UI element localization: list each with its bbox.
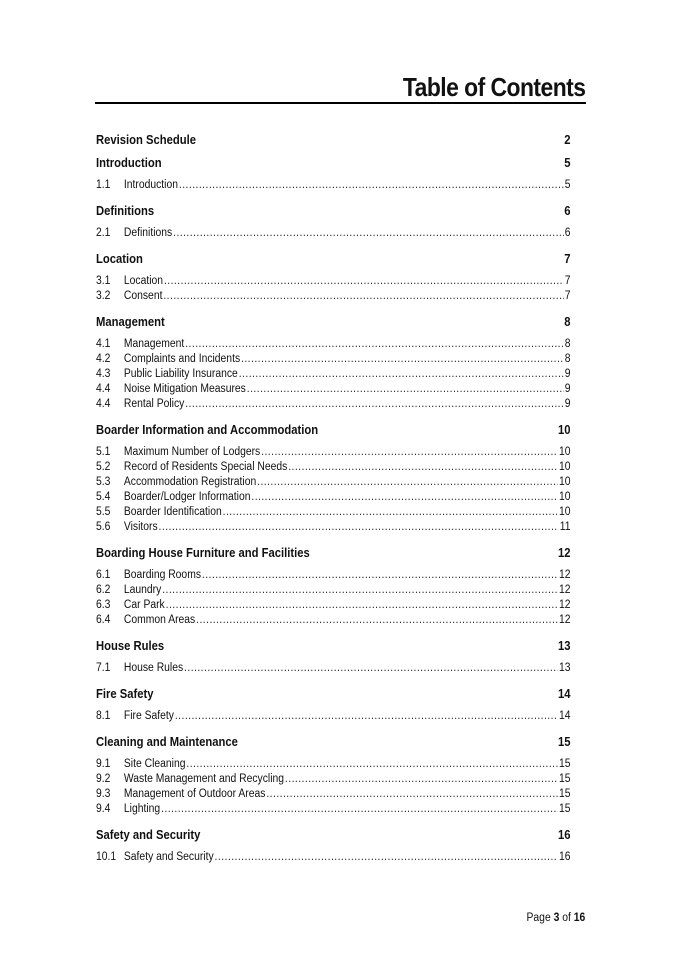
entry-page-number: 15 [559,803,571,815]
toc-section-heading[interactable] [96,156,571,178]
toc-section [96,315,571,423]
toc-entry-list [96,274,571,315]
entry-label: Introduction [123,179,178,191]
toc-entry-list [96,226,571,252]
entry-label: Record of Residents Special Needs [123,461,288,473]
dot-leader [185,398,564,410]
toc-entry[interactable] [96,353,571,368]
entry-label: Management of Outdoor Areas [123,788,266,800]
entry-page-number: 10 [559,506,571,518]
toc-entry[interactable] [96,614,571,629]
entry-label: Boarder Identification [123,506,222,518]
entry-label: Lighting [123,803,161,815]
entry-number: 3.1 [96,275,111,287]
toc-entry[interactable] [96,491,571,506]
entry-number: 5.4 [96,491,111,503]
entry-number: 6.3 [96,599,111,611]
toc-section-heading[interactable] [96,315,571,337]
entry-number: 9.2 [96,773,111,785]
section-title: Revision Schedule [96,133,197,147]
dot-leader [164,275,564,287]
entry-page-number: 10 [559,446,571,458]
toc-entry[interactable] [96,758,571,773]
entry-page-number: 12 [559,569,571,581]
toc-section [96,156,571,204]
footer-total-pages: 16 [573,912,585,924]
title-divider [95,102,586,104]
dot-leader [202,569,558,581]
entry-label: Public Liability Insurance [123,368,238,380]
toc-section-heading[interactable] [96,252,571,274]
entry-number: 6.4 [96,614,111,626]
toc-entry-list [96,445,571,546]
entry-page-number: 5 [564,179,571,191]
section-page-number: 16 [558,828,571,842]
entry-page-number: 16 [559,851,571,863]
footer-current-page: 3 [553,912,560,924]
entry-label: Visitors [123,521,158,533]
section-title: Management [96,315,165,329]
entry-page-number: 13 [559,662,571,674]
entry-page-number: 9 [564,383,571,395]
entry-number: 5.1 [96,446,111,458]
entry-label: Complaints and Incidents [123,353,241,365]
entry-page-number: 6 [564,227,571,239]
entry-label: Fire Safety [123,710,174,722]
toc-entry[interactable] [96,461,571,476]
toc-entry[interactable] [96,851,571,866]
dot-leader [241,353,564,365]
dot-leader [186,758,558,770]
toc-entry[interactable] [96,338,571,353]
entry-number: 5.5 [96,506,111,518]
entry-number: 1.1 [96,179,111,191]
toc-entry[interactable] [96,521,571,536]
toc-entry-list [96,337,571,423]
entry-number: 5.6 [96,521,111,533]
entry-page-number: 8 [564,353,571,365]
toc-entry[interactable] [96,179,571,194]
section-page-number: 10 [558,423,571,437]
dot-leader [285,773,558,785]
entry-page-number: 10 [559,491,571,503]
entry-number: 9.1 [96,758,111,770]
dot-leader [261,446,558,458]
section-title: Boarding House Furniture and Facilities [96,546,310,560]
entry-label: Rental Policy [123,398,185,410]
entry-number: 4.4 [96,398,111,410]
toc-entry[interactable] [96,599,571,614]
entry-number: 2.1 [96,227,111,239]
entry-label: Safety and Security [123,851,214,863]
entry-label: Car Park [123,599,165,611]
entry-page-number: 7 [564,275,571,287]
entry-number: 3.2 [96,290,111,302]
dot-leader [266,788,558,800]
dot-leader [179,179,564,191]
toc-section [96,546,571,639]
entry-label: Maximum Number of Lodgers [123,446,261,458]
toc-section [96,828,571,876]
toc-entry[interactable] [96,476,571,491]
dot-leader [251,491,558,503]
section-page-number: 12 [558,546,571,560]
entry-page-number: 7 [564,290,571,302]
toc-entry[interactable] [96,773,571,788]
toc-entry[interactable] [96,446,571,461]
section-page-number: 15 [558,735,571,749]
dot-leader [257,476,558,488]
toc-entry-list [96,661,571,687]
toc-section-heading[interactable] [96,204,571,226]
entry-page-number: 9 [564,368,571,380]
toc-section-heading[interactable] [96,735,571,757]
toc-section [96,252,571,315]
entry-label: Management [123,338,185,350]
entry-page-number: 12 [559,614,571,626]
entry-label: Consent [123,290,163,302]
toc-section [96,133,571,156]
toc-section-heading[interactable] [96,423,571,445]
toc-section-heading[interactable] [96,687,571,709]
entry-number: 4.1 [96,338,111,350]
entry-number: 6.1 [96,569,111,581]
toc-entry-list [96,850,571,876]
entry-page-number: 8 [564,338,571,350]
page-footer [526,912,585,924]
entry-page-number: 9 [564,398,571,410]
dot-leader [159,521,559,533]
entry-label: Common Areas [123,614,196,626]
toc-entry[interactable] [96,398,571,413]
dot-leader [196,614,558,626]
section-title: Boarder Information and Accommodation [96,423,319,437]
section-page-number: 8 [564,315,571,329]
toc-entry-list [96,568,571,639]
section-title: Definitions [96,204,155,218]
toc-entry[interactable] [96,710,571,725]
entry-label: Definitions [123,227,173,239]
section-page-number: 13 [558,639,571,653]
entry-number: 8.1 [96,710,111,722]
entry-number: 9.4 [96,803,111,815]
toc-section [96,687,571,735]
dot-leader [162,584,558,596]
entry-number: 5.3 [96,476,111,488]
dot-leader [163,290,564,302]
toc-entry[interactable] [96,803,571,818]
section-title: Location [96,252,143,266]
toc-section [96,204,571,252]
section-page-number: 6 [564,204,571,218]
entry-label: Laundry [123,584,162,596]
dot-leader [175,710,558,722]
dot-leader [161,803,558,815]
toc-section [96,735,571,828]
entry-number: 4.2 [96,353,111,365]
toc-section [96,423,571,546]
toc-section-heading[interactable] [96,639,571,661]
dot-leader [239,368,564,380]
dot-leader [184,662,558,674]
entry-label: Boarder/Lodger Information [123,491,251,503]
entry-page-number: 11 [559,521,571,533]
entry-label: Waste Management and Recycling [123,773,285,785]
section-title: Safety and Security [96,828,201,842]
toc-entry[interactable] [96,569,571,584]
entry-page-number: 12 [559,599,571,611]
dot-leader [223,506,558,518]
section-page-number: 14 [558,687,571,701]
entry-number: 7.1 [96,662,111,674]
toc-entry-list [96,178,571,204]
toc-entry-list [96,757,571,828]
entry-page-number: 15 [559,788,571,800]
entry-label: Boarding Rooms [123,569,201,581]
entry-page-number: 10 [559,476,571,488]
entry-page-number: 10 [559,461,571,473]
dot-leader [173,227,564,239]
entry-number: 4.4 [96,383,111,395]
toc-entry[interactable] [96,506,571,521]
table-of-contents [96,133,571,876]
toc-entry[interactable] [96,227,571,242]
entry-number: 9.3 [96,788,111,800]
dot-leader [166,599,558,611]
toc-entry[interactable] [96,788,571,803]
entry-page-number: 15 [559,758,571,770]
section-title: Introduction [96,156,162,170]
toc-section [96,639,571,687]
toc-section-heading[interactable] [96,828,571,850]
toc-entry[interactable] [96,275,571,290]
dot-leader [288,461,558,473]
entry-label: Site Cleaning [123,758,186,770]
entry-label: House Rules [123,662,184,674]
entry-page-number: 15 [559,773,571,785]
toc-entry-list [96,709,571,735]
entry-number: 5.2 [96,461,111,473]
footer-of: of [561,912,571,924]
dot-leader [185,338,564,350]
dot-leader [215,851,559,863]
section-page-number: 5 [564,156,571,170]
toc-section-heading[interactable] [96,133,571,155]
section-page-number: 7 [564,252,571,266]
section-page-number: 2 [564,133,571,147]
toc-section-heading[interactable] [96,546,571,568]
toc-entry[interactable] [96,290,571,305]
entry-number: 10.1 [96,851,117,863]
entry-number: 6.2 [96,584,111,596]
section-title: Fire Safety [96,687,154,701]
toc-entry[interactable] [96,383,571,398]
entry-page-number: 14 [559,710,571,722]
entry-label: Accommodation Registration [123,476,257,488]
toc-entry[interactable] [96,584,571,599]
entry-label: Noise Mitigation Measures [123,383,246,395]
entry-number: 4.3 [96,368,111,380]
dot-leader [247,383,564,395]
entry-page-number: 12 [559,584,571,596]
toc-entry[interactable] [96,368,571,383]
entry-label: Location [123,275,164,287]
section-title: House Rules [96,639,165,653]
footer-prefix: Page [526,912,551,924]
page-title: Table of Contents [402,72,585,102]
section-title: Cleaning and Maintenance [96,735,238,749]
toc-entry[interactable] [96,662,571,677]
